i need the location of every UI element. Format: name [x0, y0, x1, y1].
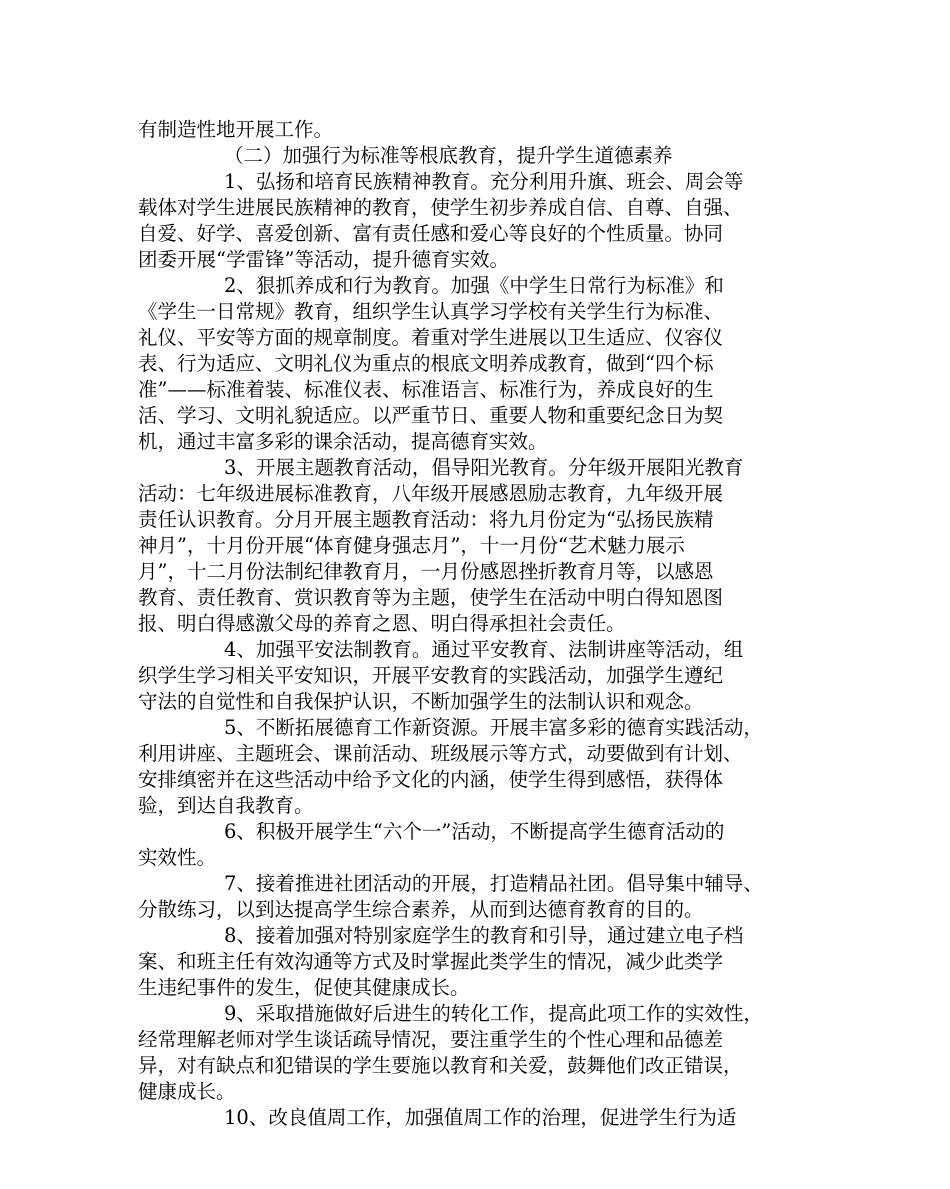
- text-line: 健康成长。: [138, 1080, 236, 1103]
- text-line: 验，到达自我教育。: [138, 794, 314, 817]
- text-line: 异，对有缺点和犯错误的学生要施以教育和关爱，鼓舞他们改正错误，: [138, 1054, 743, 1077]
- text-line: 分散练习，以到达提高学生综合素养，从而到达德育教育的目的。: [138, 898, 704, 921]
- text-line: 安排缜密并在这些活动中给予文化的内涵，使学生得到感悟，获得体: [138, 768, 724, 791]
- text-line: 4、加强平安法制教育。通过平安教育、法制讲座等活动，组: [224, 638, 744, 661]
- text-line: 《学生一日常规》教育，组织学生认真学习学校有关学生行为标准、: [138, 300, 724, 323]
- text-line: 月”，十二月份法制纪律教育月，一月份感恩挫折教育月等，以感恩: [138, 560, 714, 583]
- text-line: 自爱、好学、喜爱创新、富有责任感和爱心等良好的个性质量。协同: [138, 222, 724, 245]
- text-line: 3、开展主题教育活动，倡导阳光教育。分年级开展阳光教育: [224, 456, 744, 479]
- text-line: 5、不断拓展德育工作新资源。开展丰富多彩的德育实践活动，: [224, 716, 763, 739]
- text-line: 7、接着推进社团活动的开展，打造精品社团。倡导集中辅导、: [224, 872, 763, 895]
- text-line: 6、积极开展学生“六个一”活动，不断提高学生德育活动的: [224, 820, 725, 843]
- text-line: 案、和班主任有效沟通等方式及时掌握此类学生的情况，减少此类学: [138, 950, 724, 973]
- text-line: 载体对学生进展民族精神的教育，使学生初步养成自信、自尊、自强、: [138, 196, 743, 219]
- text-line: 2、狠抓养成和行为教育。加强《中学生日常行为标准》和: [224, 274, 724, 297]
- section-heading: （二）加强行为标准等根底教育，提升学生道德素养: [224, 144, 673, 167]
- text-line: 织学生学习相关平安知识，开展平安教育的实践活动，加强学生遵纪: [138, 664, 724, 687]
- text-line: 9、采取措施做好后进生的转化工作，提高此项工作的实效性，: [224, 1002, 763, 1025]
- text-line: 活动：七年级进展标准教育，八年级开展感恩励志教育，九年级开展: [138, 482, 724, 505]
- text-line: 10、改良值周工作，加强值周工作的治理，促进学生行为适: [224, 1106, 737, 1129]
- text-line: 责任认识教育。分月开展主题教育活动：将九月份定为“弘扬民族精: [138, 508, 714, 531]
- text-line: 神月”，十月份开展“体育健身强志月”，十一月份“艺术魅力展示: [138, 534, 685, 557]
- text-line: 利用讲座、主题班会、课前活动、班级展示等方式，动要做到有计划、: [138, 742, 743, 765]
- text-line: 1、弘扬和培育民族精神教育。充分利用升旗、班会、周会等: [224, 170, 744, 193]
- text-line: 8、接着加强对特别家庭学生的教育和引导，通过建立电子档: [224, 924, 744, 947]
- text-line: 机，通过丰富多彩的课余活动，提高德育实效。: [138, 430, 548, 453]
- text-line: 有制造性地开展工作。: [138, 118, 334, 141]
- text-line: 礼仪、平安等方面的规章制度。着重对学生进展以卫生适应、仪容仪: [138, 326, 724, 349]
- text-line: 守法的自觉性和自我保护认识，不断加强学生的法制认识和观念。: [138, 690, 704, 713]
- text-line: 准”——标准着装、标准仪表、标准语言、标准行为，养成良好的生: [138, 378, 714, 401]
- text-line: 经常理解老师对学生谈话疏导情况，要注重学生的个性心理和品德差: [138, 1028, 724, 1051]
- text-line: 教育、责任教育、赏识教育等为主题，使学生在活动中明白得知恩图: [138, 586, 724, 609]
- text-line: 实效性。: [138, 846, 217, 869]
- text-line: 活、学习、文明礼貌适应。以严重节日、重要人物和重要纪念日为契: [138, 404, 724, 427]
- text-line: 表、行为适应、文明礼仪为重点的根底文明养成教育，做到“四个标: [138, 352, 714, 375]
- document-page: [138, 117, 828, 1131]
- text-line: 报、明白得感激父母的养育之恩、明白得承担社会责任。: [138, 612, 626, 635]
- text-line: 团委开展“学雷锋”等活动，提升德育实效。: [138, 248, 509, 271]
- text-line: 生违纪事件的发生，促使其健康成长。: [138, 976, 470, 999]
